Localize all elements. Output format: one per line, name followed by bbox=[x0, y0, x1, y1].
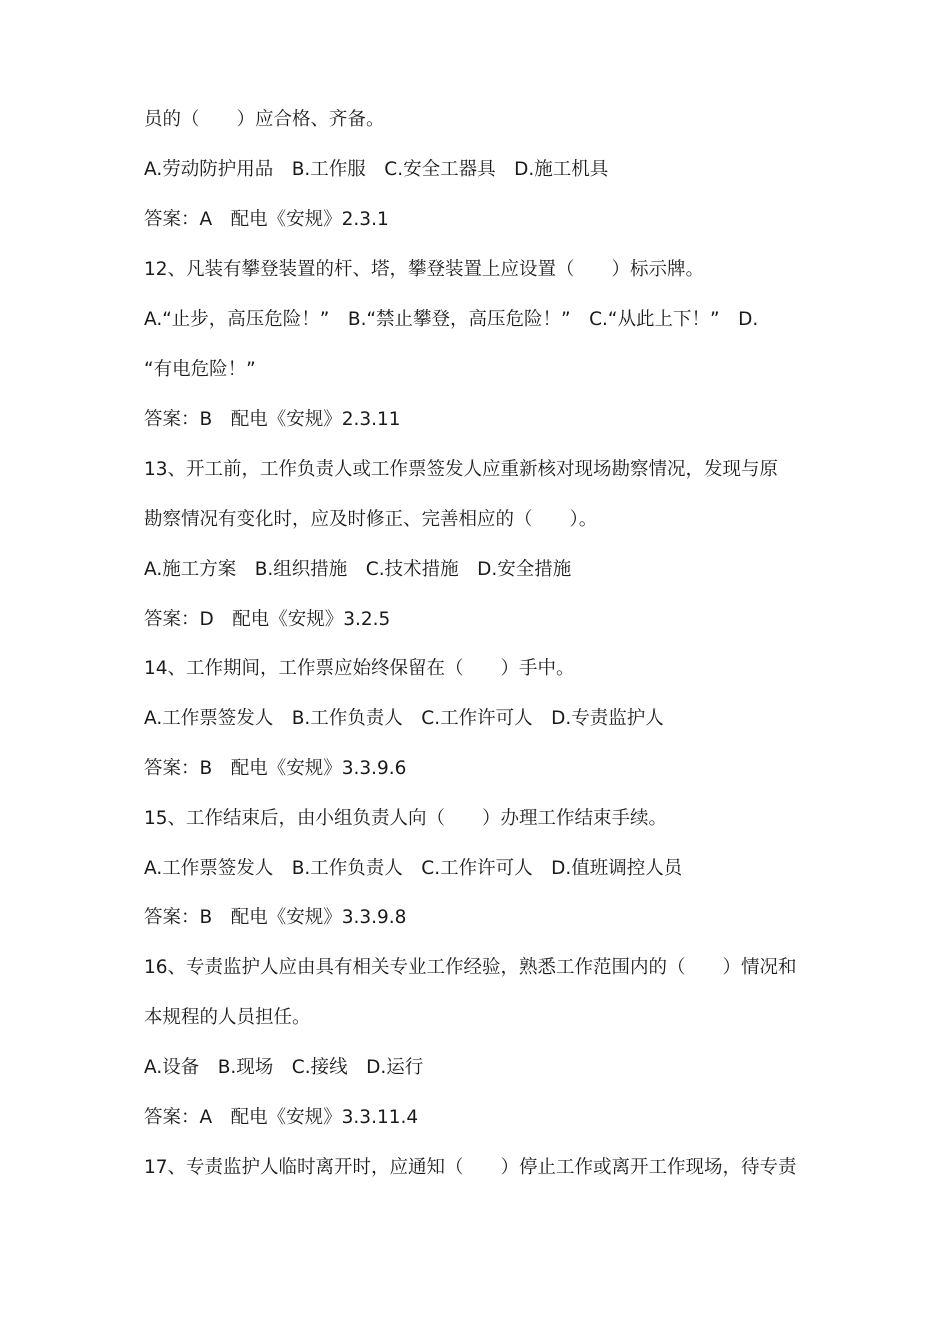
question-line: 本规程的人员担任。 bbox=[144, 1007, 311, 1028]
options-line: “有电危险！” bbox=[144, 359, 256, 380]
options-line: A.工作票签发人 B.工作负责人 C.工作许可人 D.专责监护人 bbox=[144, 708, 664, 729]
answer-line: 答案：A 配电《安规》2.3.1 bbox=[144, 209, 389, 230]
answer-line: 答案：A 配电《安规》3.3.11.4 bbox=[144, 1107, 419, 1128]
question-line: 13、开工前，工作负责人或工作票签发人应重新核对现场勘察情况，发现与原 bbox=[144, 459, 779, 480]
answer-line: 答案：B 配电《安规》3.3.9.8 bbox=[144, 907, 407, 928]
question-line: 15、工作结束后，由小组负责人向（ ）办理工作结束手续。 bbox=[144, 808, 668, 829]
question-line: 17、专责监护人临时离开时，应通知（ ）停止工作或离开工作现场，待专责 bbox=[144, 1157, 797, 1178]
question-line: 勘察情况有变化时，应及时修正、完善相应的（ ）。 bbox=[144, 509, 598, 530]
question-line: 14、工作期间，工作票应始终保留在（ ）手中。 bbox=[144, 658, 575, 679]
options-line: A.设备 B.现场 C.接线 D.运行 bbox=[144, 1057, 424, 1078]
answer-line: 答案：B 配电《安规》2.3.11 bbox=[144, 409, 401, 430]
question-line: 16、专责监护人应由具有相关专业工作经验，熟悉工作范围内的（ ）情况和 bbox=[144, 957, 797, 978]
answer-line: 答案：D 配电《安规》3.2.5 bbox=[144, 609, 391, 630]
options-line: A.工作票签发人 B.工作负责人 C.工作许可人 D.值班调控人员 bbox=[144, 858, 683, 879]
options-line: A.劳动防护用品 B.工作服 C.安全工器具 D.施工机具 bbox=[144, 159, 609, 180]
options-line: A.“止步，高压危险！” B.“禁止攀登，高压危险！” C.“从此上下！” D. bbox=[144, 309, 759, 330]
question-line: 12、凡装有攀登装置的杆、塔，攀登装置上应设置（ ）标示牌。 bbox=[144, 259, 705, 280]
answer-line: 答案：B 配电《安规》3.3.9.6 bbox=[144, 758, 407, 779]
text-line: 员的（ ）应合格、齐备。 bbox=[144, 109, 385, 130]
options-line: A.施工方案 B.组织措施 C.技术措施 D.安全措施 bbox=[144, 559, 572, 580]
